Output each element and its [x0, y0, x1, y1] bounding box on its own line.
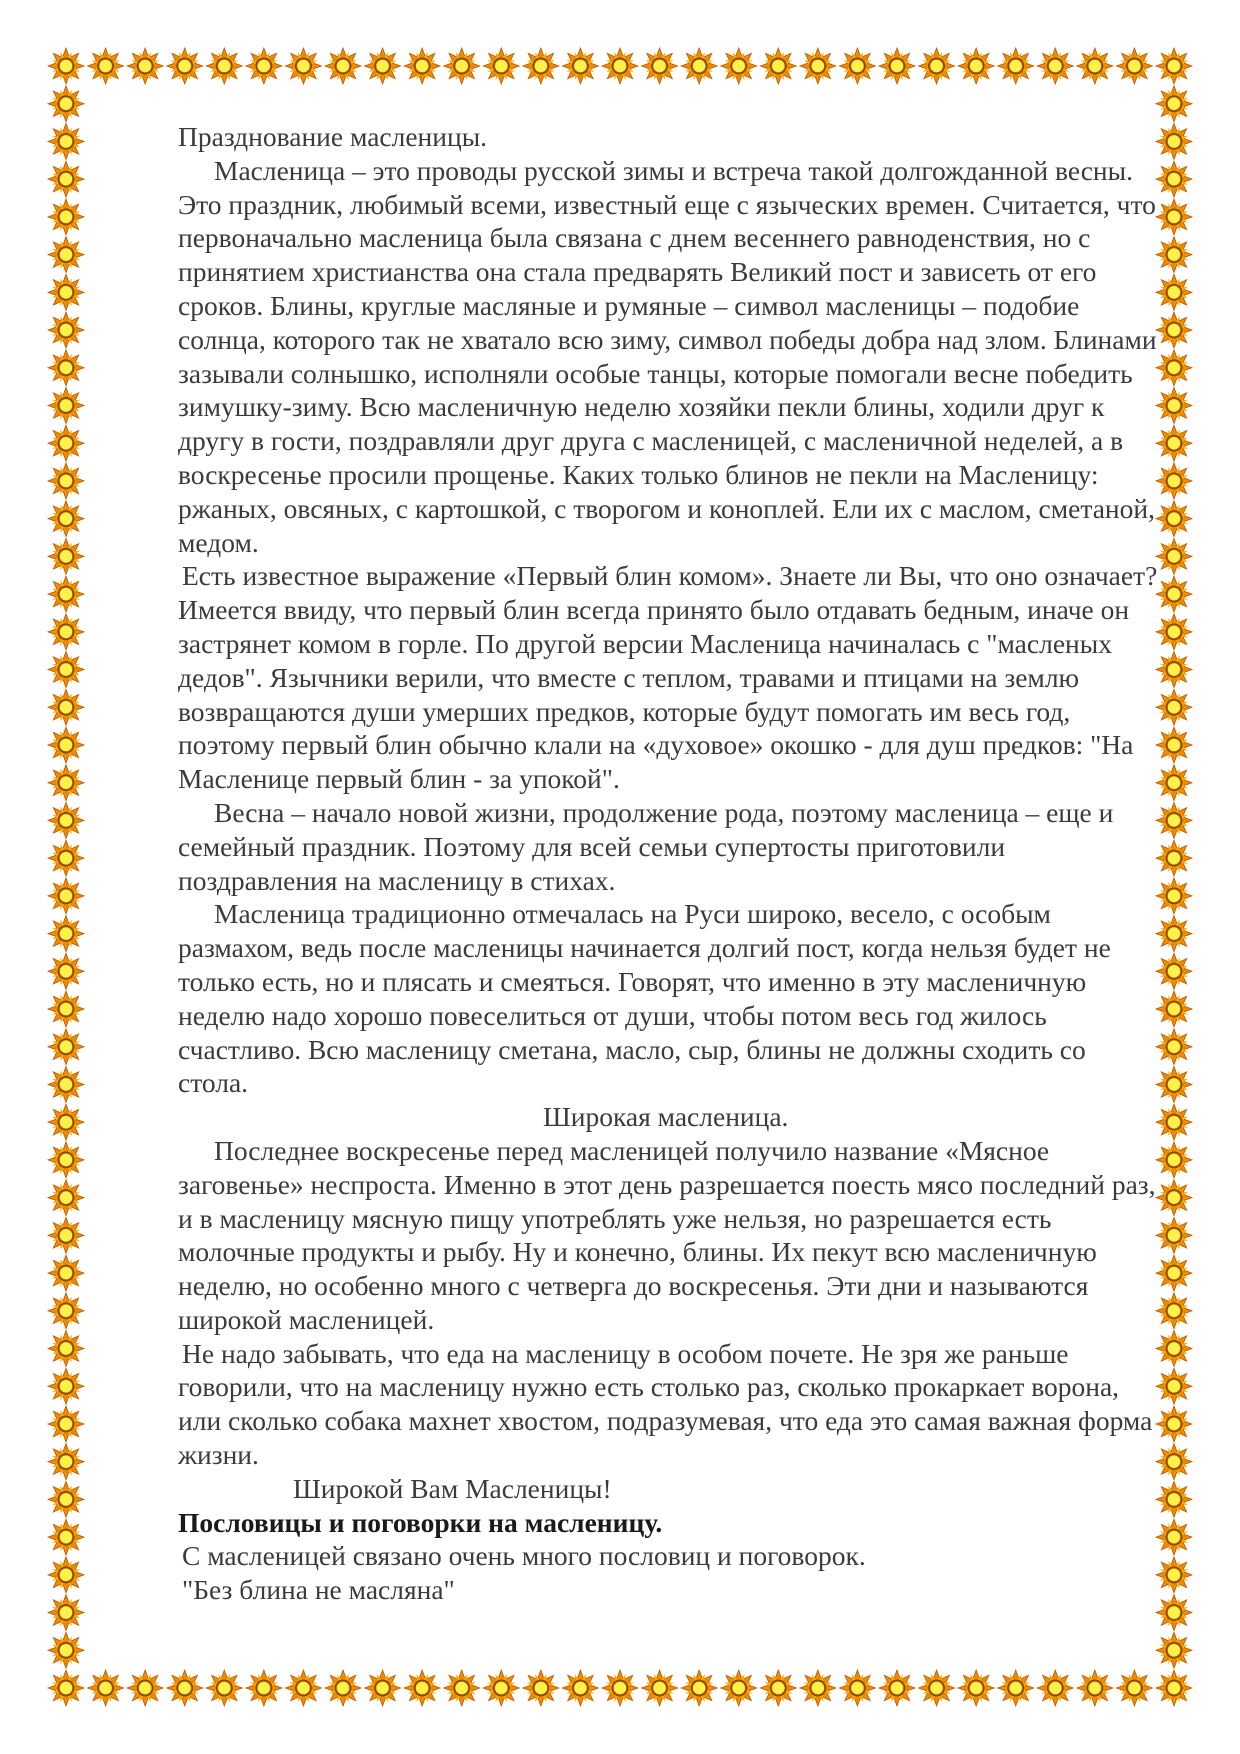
- paragraph-first-pancake: Есть известное выражение «Первый блин комом». Знаете ли Вы, что оно означает? Имеется ввиду, что первый блин всегда принято было отдавать бедным, иначе он застрянет комом в горле. По другой версии Масленица начиналась с "масленых дедов". Язычники верили, что вместе с теплом, травами и птицами на землю возвращаются души умерших предков, которые будут помогать им весь год, поэтому первый блин обычно клали на «духовое» окошко - для душ предков: "На Масленице первый блин - за упокой".: [178, 560, 1158, 795]
- sun-flower-icon: [838, 46, 877, 85]
- sun-flower-icon: [323, 1668, 362, 1707]
- sun-flower-icon: [46, 989, 85, 1028]
- sun-flower-icon: [1154, 1329, 1193, 1368]
- sun-flower-icon: [1154, 1291, 1193, 1330]
- sun-flower-icon: [1154, 1367, 1193, 1406]
- paragraph-shrovetide: Последнее воскресенье перед масленицей получило название «Мясное заговенье» неспроста. Именно в этот день разрешается поесть мясо последний раз, и в масленицу мясную пищу употреблять уже нельзя, но разрешается есть молочные продукты и рыбу. Ну и конечно, блины. Их пекут всю масленичную неделю, но особенно много с четверга до воскресенья. Эти дни и называются широкой масленицей.: [178, 1134, 1156, 1335]
- sun-flower-icon: [640, 46, 679, 85]
- sun-flower-icon: [46, 725, 85, 764]
- sun-flower-icon: [1154, 763, 1193, 802]
- sun-column-left: [46, 84, 85, 1670]
- proverbs-intro: С масленицей связано очень много пословиц и поговорок.: [182, 1540, 866, 1572]
- sun-flower-icon: [46, 1518, 85, 1557]
- sun-flower-icon: [165, 46, 204, 85]
- sun-flower-icon: [798, 1668, 837, 1707]
- sun-flower-icon: [46, 914, 85, 953]
- sun-flower-icon: [1036, 46, 1075, 85]
- sun-flower-icon: [46, 84, 85, 123]
- sun-flower-icon: [46, 1140, 85, 1179]
- sun-flower-icon: [996, 46, 1035, 85]
- paragraph-tradition: Масленица традиционно отмечалась на Руси широко, весело, с особым размахом, ведь после масленицы начинается долгий пост, когда нельзя будет не только есть, но и плясать и смеяться. Говорят, что именно в эту масленичную неделю надо хорошо повеселиться от души, чтобы потом весь год жилось счастливо. Всю масленицу сметана, масло, сыр, блины не должны сходить со стола.: [178, 898, 1111, 1099]
- sun-flower-icon: [46, 235, 85, 274]
- sun-flower-icon: [46, 1668, 85, 1707]
- sun-flower-icon: [46, 1291, 85, 1330]
- sun-flower-icon: [363, 1668, 402, 1707]
- sun-flower-icon: [46, 1367, 85, 1406]
- sun-flower-icon: [1154, 424, 1193, 463]
- sun-flower-icon: [561, 46, 600, 85]
- sun-flower-icon: [1154, 650, 1193, 689]
- sun-flower-icon: [244, 46, 283, 85]
- sun-flower-icon: [46, 574, 85, 613]
- sun-flower-icon: [442, 1668, 481, 1707]
- sun-flower-icon: [46, 122, 85, 161]
- sun-flower-icon: [86, 1668, 125, 1707]
- sun-flower-icon: [719, 46, 758, 85]
- sun-flower-icon: [561, 1668, 600, 1707]
- sun-flower-icon: [46, 952, 85, 991]
- sun-flower-icon: [1075, 46, 1114, 85]
- sun-flower-icon: [877, 1668, 916, 1707]
- sun-flower-icon: [1154, 1480, 1193, 1519]
- sun-flower-icon: [600, 1668, 639, 1707]
- sun-flower-icon: [719, 1668, 758, 1707]
- sun-flower-icon: [46, 612, 85, 651]
- sun-flower-icon: [482, 1668, 521, 1707]
- sun-flower-icon: [46, 424, 85, 463]
- sun-flower-icon: [46, 1103, 85, 1142]
- sun-flower-icon: [46, 1593, 85, 1632]
- sun-row-bottom: [46, 1668, 1193, 1707]
- sun-flower-icon: [46, 650, 85, 689]
- sun-flower-icon: [46, 1404, 85, 1443]
- sun-flower-icon: [86, 46, 125, 85]
- sun-flower-icon: [284, 1668, 323, 1707]
- sun-flower-icon: [1154, 1253, 1193, 1292]
- sun-flower-icon: [46, 1631, 85, 1670]
- sun-flower-icon: [838, 1668, 877, 1707]
- sun-flower-icon: [46, 1555, 85, 1594]
- sun-flower-icon: [1115, 46, 1154, 85]
- sun-flower-icon: [1154, 348, 1193, 387]
- sun-flower-icon: [126, 46, 165, 85]
- sun-flower-icon: [1154, 612, 1193, 651]
- sun-flower-icon: [442, 46, 481, 85]
- sun-flower-icon: [1154, 386, 1193, 425]
- sun-flower-icon: [482, 46, 521, 85]
- sun-flower-icon: [1154, 574, 1193, 613]
- sun-flower-icon: [1154, 461, 1193, 500]
- sun-flower-icon: [1154, 499, 1193, 538]
- sun-flower-icon: [759, 1668, 798, 1707]
- sun-flower-icon: [46, 46, 85, 85]
- sun-flower-icon: [205, 46, 244, 85]
- sun-flower-icon: [46, 1178, 85, 1217]
- sun-flower-icon: [46, 839, 85, 878]
- sun-flower-icon: [1154, 1631, 1193, 1670]
- sun-row-top: [46, 46, 1193, 85]
- sun-flower-icon: [1154, 46, 1193, 85]
- sun-flower-icon: [1075, 1668, 1114, 1707]
- proverb-item: "Без блина не масляна": [182, 1574, 455, 1606]
- sun-flower-icon: [1154, 84, 1193, 123]
- sun-flower-icon: [1154, 1555, 1193, 1594]
- sun-flower-icon: [244, 1668, 283, 1707]
- section-subtitle: Широкая масленица.: [543, 1101, 789, 1133]
- sun-flower-icon: [1154, 725, 1193, 764]
- sun-flower-icon: [1154, 273, 1193, 312]
- sun-flower-icon: [640, 1668, 679, 1707]
- sun-flower-icon: [1154, 801, 1193, 840]
- sun-flower-icon: [126, 1668, 165, 1707]
- sun-flower-icon: [1154, 1178, 1193, 1217]
- sun-flower-icon: [46, 1329, 85, 1368]
- sun-flower-icon: [1154, 1140, 1193, 1179]
- sun-flower-icon: [1154, 914, 1193, 953]
- sun-flower-icon: [759, 46, 798, 85]
- sun-flower-icon: [205, 1668, 244, 1707]
- sun-flower-icon: [1154, 1103, 1193, 1142]
- sun-column-right: [1154, 84, 1193, 1670]
- sun-flower-icon: [46, 763, 85, 802]
- sun-flower-icon: [1154, 197, 1193, 236]
- proverbs-heading: Пословицы и поговорки на масленицу.: [178, 1506, 663, 1538]
- sun-flower-icon: [1115, 1668, 1154, 1707]
- sun-flower-icon: [46, 310, 85, 349]
- sun-flower-icon: [1154, 1593, 1193, 1632]
- article-body: [178, 120, 1158, 1607]
- sun-flower-icon: [46, 461, 85, 500]
- sun-flower-icon: [917, 46, 956, 85]
- sun-flower-icon: [1154, 1668, 1193, 1707]
- sun-flower-icon: [46, 1253, 85, 1292]
- sun-flower-icon: [1154, 1216, 1193, 1255]
- sun-flower-icon: [46, 688, 85, 727]
- sun-flower-icon: [46, 499, 85, 538]
- sun-flower-icon: [521, 1668, 560, 1707]
- sun-flower-icon: [46, 160, 85, 199]
- sun-flower-icon: [284, 46, 323, 85]
- sun-flower-icon: [363, 46, 402, 85]
- sun-flower-icon: [1154, 839, 1193, 878]
- closing-greeting: Широкой Вам Масленицы!: [293, 1472, 612, 1504]
- sun-flower-icon: [46, 197, 85, 236]
- sun-flower-icon: [1154, 876, 1193, 915]
- sun-flower-icon: [46, 1216, 85, 1255]
- sun-flower-icon: [600, 46, 639, 85]
- sun-flower-icon: [46, 1480, 85, 1519]
- sun-flower-icon: [1154, 235, 1193, 274]
- sun-flower-icon: [46, 273, 85, 312]
- sun-flower-icon: [1036, 1668, 1075, 1707]
- sun-flower-icon: [1154, 310, 1193, 349]
- sun-flower-icon: [877, 46, 916, 85]
- sun-flower-icon: [1154, 1404, 1193, 1443]
- sun-flower-icon: [1154, 1442, 1193, 1481]
- sun-flower-icon: [323, 46, 362, 85]
- sun-flower-icon: [1154, 160, 1193, 199]
- sun-flower-icon: [46, 1027, 85, 1066]
- sun-flower-icon: [957, 46, 996, 85]
- sun-flower-icon: [1154, 1065, 1193, 1104]
- paragraph-intro: Масленица – это проводы русской зимы и встреча такой долгожданной весны. Это праздник, любимый всеми, известный еще с языческих времен. Считается, что первоначально масленица была связана с днем весеннего равноденствия, но с принятием христианства она стала предварять Великий пост и зависеть от его сроков. Блины, круглые масляные и румяные – символ масленицы – подобие солнца, которого так не хватало всю зиму, символ победы добра над злом. Блинами зазывали солнышко, исполняли особые танцы, которые помогали весне победить зимушку-зиму. Всю масленичную неделю хозяйки пекли блины, ходили друг к другу в гости, поздравляли друг друга с масленицей, с масленичной неделей, а в воскресенье просили прощенье. Каких только блинов не пекли на Масленицу: ржаных, овсяных, с картошкой, с творогом и коноплей. Ели их с маслом, сметаной, медом.: [178, 154, 1157, 558]
- sun-flower-icon: [798, 46, 837, 85]
- sun-flower-icon: [521, 46, 560, 85]
- paragraph-family: Весна – начало новой жизни, продолжение рода, поэтому масленица – еще и семейный праздник. Поэтому для всей семьи супертосты приготовили поздравления на масленицу в стихах.: [178, 796, 1114, 896]
- sun-flower-icon: [46, 537, 85, 576]
- sun-flower-icon: [403, 1668, 442, 1707]
- sun-flower-icon: [1154, 122, 1193, 161]
- sun-flower-icon: [46, 801, 85, 840]
- sun-flower-icon: [403, 46, 442, 85]
- sun-flower-icon: [165, 1668, 204, 1707]
- sun-flower-icon: [1154, 537, 1193, 576]
- sun-flower-icon: [1154, 952, 1193, 991]
- sun-flower-icon: [1154, 989, 1193, 1028]
- sun-flower-icon: [46, 876, 85, 915]
- sun-flower-icon: [1154, 688, 1193, 727]
- sun-flower-icon: [1154, 1027, 1193, 1066]
- sun-flower-icon: [680, 1668, 719, 1707]
- sun-flower-icon: [46, 348, 85, 387]
- paragraph-food: Не надо забывать, что еда на масленицу в особом почете. Не зря же раньше говорили, что на масленицу нужно есть столько раз, сколько прокаркает ворона, или сколько собака махнет хвостом, подразумевая, что еда это самая важная форма жизни.: [178, 1337, 1153, 1471]
- sun-flower-icon: [46, 1442, 85, 1481]
- sun-flower-icon: [1154, 1518, 1193, 1557]
- sun-flower-icon: [957, 1668, 996, 1707]
- sun-flower-icon: [46, 386, 85, 425]
- sun-flower-icon: [996, 1668, 1035, 1707]
- sun-flower-icon: [917, 1668, 956, 1707]
- article-title: Празднование масленицы.: [178, 121, 488, 152]
- sun-flower-icon: [680, 46, 719, 85]
- sun-flower-icon: [46, 1065, 85, 1104]
